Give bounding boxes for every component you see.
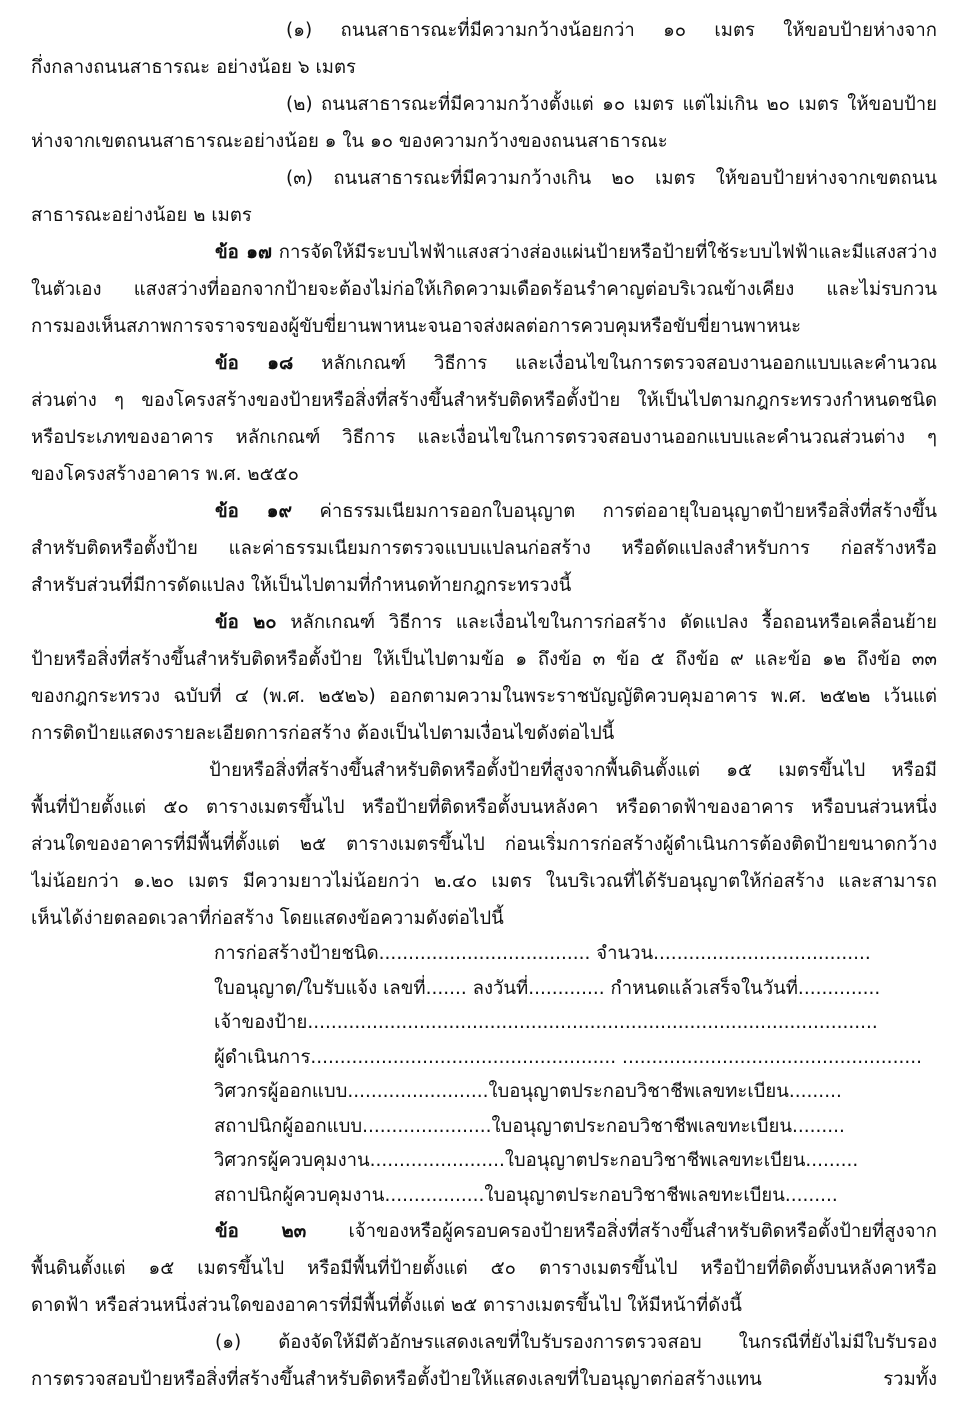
form-line-design-architect: สถาปนิกผู้ออกแบบ......................ใบอนุญาตประกอบวิชาชีพเลขทะเบียน......... [214,1115,845,1137]
clause-number: ข้อ ๑๘ [215,353,294,374]
form-line-permit: ใบอนุญาต/ใบรับแจ้ง เลขที่....... ลงวันที่............. กำหนดแล้วเสร็จในวันที่.............. [214,977,881,999]
form-line-sign-type: การก่อสร้างป้ายชนิด.................................... จำนวน..................................... [214,943,871,964]
form-line-design-engineer: วิศวกรผู้ออกแบบ........................ใบอนุญาตประกอบวิชาชีพเลขทะเบียน......... [214,1081,842,1102]
paragraph-line: กึ่งกลางถนนสาธารณะ อย่างน้อย ๖ เมตร [31,57,356,78]
clause-text: การจัดให้มีระบบไฟฟ้าแสงสว่างส่องแผ่นป้ายหรือป้ายที่ใช้ระบบไฟฟ้าและมีแสงสว่าง [278,242,937,263]
paragraph-line: พื้นดินตั้งแต่ ๑๕ เมตรขึ้นไป หรือมีพื้นที่ป้ายตั้งแต่ ๕๐ ตารางเมตรขึ้นไป หรือป้ายที่ติดตั้งบนหลังคาหรือ [31,1258,937,1279]
paragraph-line: เห็นได้ง่ายตลอดเวลาที่ก่อสร้าง โดยแสดงข้อความดังต่อไปนี้ [31,908,504,929]
clause-number: ข้อ ๑๗ [215,242,272,263]
clause-20-line [31,604,937,641]
paragraph-line: ของกฎกระทรวง ฉบับที่ ๔ (พ.ศ. ๒๕๒๖) ออกตามความในพระราชบัญญัติควบคุมอาคาร พ.ศ. ๒๕๒๒ เว้นแต่ [31,686,937,707]
paragraph-line: ส่วนใดของอาคารที่มีพื้นที่ตั้งแต่ ๒๕ ตารางเมตรขึ้นไป ก่อนเริ่มการก่อสร้างผู้ดำเนินการต้องติดป้ายขนาดกว้าง [31,834,937,855]
paragraph-line: ของโครงสร้างอาคาร พ.ศ. ๒๕๕๐ [31,464,299,485]
paragraph-line: (๑) ต้องจัดให้มีตัวอักษรแสดงเลขที่ใบรับรองการตรวจสอบ ในกรณีที่ยังไม่มีใบรับรอง [215,1332,937,1353]
paragraph-line: ดาดฟ้า หรือส่วนหนึ่งส่วนใดของอาคารที่มีพื้นที่ตั้งแต่ ๒๕ ตารางเมตรขึ้นไป ให้มีหน้าที่ดังนี้ [31,1295,742,1316]
clause-number: ข้อ ๑๙ [215,501,293,522]
clause-text: ค่าธรรมเนียมการออกใบอนุญาต การต่ออายุใบอนุญาตป้ายหรือสิ่งที่สร้างขึ้น [319,501,937,522]
paragraph-line: ในตัวเอง แสงสว่างที่ออกจากป้ายจะต้องไม่ก่อให้เกิดความเดือดร้อนรำคาญต่อบริเวณข้างเคียง และไม่รบกวน [31,279,937,300]
paragraph-line: สำหรับติดหรือตั้งป้าย และค่าธรรมเนียมการตรวจแบบแปลนก่อสร้าง หรือดัดแปลงสำหรับการ ก่อสร้างหรือ [31,538,937,559]
form-line-operator: ผู้ดำเนินการ.................................................... ................................................... [214,1046,922,1068]
form-line-sign-owner: เจ้าของป้าย................................................................................................. [214,1012,878,1033]
paragraph-line: สำหรับส่วนที่มีการดัดแปลง ให้เป็นไปตามที่กำหนดท้ายกฎกระทรวงนี้ [31,575,572,596]
paragraph-line: (๓) ถนนสาธารณะที่มีความกว้างเกิน ๒๐ เมตร ให้ขอบป้ายห่างจากเขตถนน [286,168,937,189]
clause-number: ข้อ ๒๐ [215,612,277,633]
paragraph-line: พื้นที่ป้ายตั้งแต่ ๕๐ ตารางเมตรขึ้นไป หรือป้ายที่ติดหรือตั้งบนหลังคา หรือดาดฟ้าของอาคาร หรือบนส่วนหนึ่ง [31,797,937,818]
form-line-supervising-architect: สถาปนิกผู้ควบคุมงาน.................ใบอนุญาตประกอบวิชาชีพเลขทะเบียน......... [214,1184,838,1206]
paragraph-line: หรือประเภทของอาคาร หลักเกณฑ์ วิธีการ และเงื่อนไขในการตรวจสอบงานออกแบบและคำนวณส่วนต่าง ๆ [31,427,937,448]
clause-23-line [31,1213,937,1250]
clause-17-line [31,234,937,271]
paragraph-line: (๑) ถนนสาธารณะที่มีความกว้างน้อยกว่า ๑๐ เมตร ให้ขอบป้ายห่างจาก [286,20,937,41]
paragraph-line: ไม่น้อยกว่า ๑.๒๐ เมตร มีความยาวไม่น้อยกว่า ๒.๔๐ เมตร ในบริเวณที่ได้รับอนุญาตให้ก่อสร้าง และสามารถ [31,871,937,892]
paragraph-line: ห่างจากเขตถนนสาธารณะอย่างน้อย ๑ ใน ๑๐ ของความกว้างของถนนสาธารณะ [31,131,668,152]
clause-number: ข้อ ๒๓ [215,1221,307,1242]
clause-text: หลักเกณฑ์ วิธีการ และเงื่อนไขในการตรวจสอบงานออกแบบและคำนวณ [321,353,937,374]
paragraph-line: ป้ายหรือสิ่งที่สร้างขึ้นสำหรับติดหรือตั้งป้าย ให้เป็นไปตามข้อ ๑ ถึงข้อ ๓ ข้อ ๕ ถึงข้อ ๙ และข้อ ๑๒ ถึงข้อ ๓๓ [31,649,937,670]
paragraph-line: (๒) ถนนสาธารณะที่มีความกว้างตั้งแต่ ๑๐ เมตร แต่ไม่เกิน ๒๐ เมตร ให้ขอบป้าย [286,94,937,115]
paragraph-line: การติดป้ายแสดงรายละเอียดการก่อสร้าง ต้องเป็นไปตามเงื่อนไขดังต่อไปนี้ [31,723,615,744]
paragraph-line: การตรวจสอบป้ายหรือสิ่งที่สร้างขึ้นสำหรับติดหรือตั้งป้ายให้แสดงเลขที่ใบอนุญาตก่อสร้างแทน รวมทั้ง [31,1369,937,1390]
paragraph-line: ส่วนต่าง ๆ ของโครงสร้างของป้ายหรือสิ่งที่สร้างขึ้นสำหรับติดหรือตั้งป้าย ให้เป็นไปตามกฎกระทรวงกำหนดชนิด [31,390,937,411]
form-line-supervising-engineer: วิศวกรผู้ควบคุมงาน.......................ใบอนุญาตประกอบวิชาชีพเลขทะเบียน......... [214,1150,859,1171]
clause-text: เจ้าของหรือผู้ครอบครองป้ายหรือสิ่งที่สร้างขึ้นสำหรับติดหรือตั้งป้ายที่สูงจาก [348,1221,937,1242]
clause-text: หลักเกณฑ์ วิธีการ และเงื่อนไขในการก่อสร้าง ดัดแปลง รื้อถอนหรือเคลื่อนย้าย [290,612,937,633]
paragraph-line: การมองเห็นสภาพการจราจรของผู้ขับขี่ยานพาหนะจนอาจส่งผลต่อการควบคุมหรือขับขี่ยานพาหนะ [31,316,802,337]
paragraph-line: สาธารณะอย่างน้อย ๒ เมตร [31,205,252,226]
document-page [0,12,967,1423]
clause-19-line [31,493,937,530]
paragraph-line: ป้ายหรือสิ่งที่สร้างขึ้นสำหรับติดหรือตั้งป้ายที่สูงจากพื้นดินตั้งแต่ ๑๕ เมตรขึ้นไป หรือมี [209,760,937,781]
clause-18-line [31,345,937,382]
